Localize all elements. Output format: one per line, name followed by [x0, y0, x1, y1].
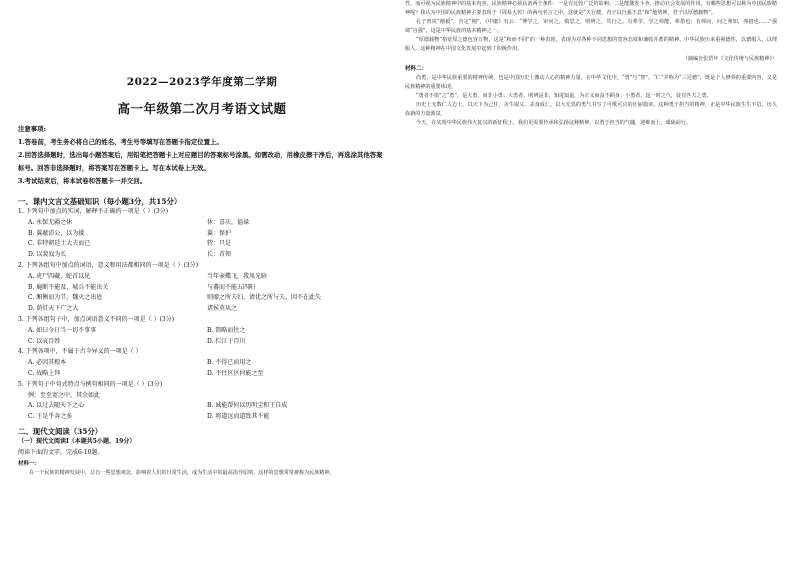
- notes-heading: 注意事项:: [18, 125, 46, 133]
- q5-option: B. 诚能帮何以历明尘和王自成: [207, 402, 288, 410]
- q5-example: 例：至至宽之中，其余如此: [28, 391, 101, 399]
- q2-option: B. 鹿断不能及，城兵不能出关: [28, 283, 109, 291]
- q1-option: A. 永保无疆之休: [28, 218, 73, 226]
- q5-option: C. 于是乎奔之多: [28, 413, 73, 421]
- q4-option: B. 不得已而用之: [207, 359, 252, 367]
- right-column: [405, 0, 777, 562]
- q3-options: [18, 326, 386, 348]
- q5-option: D. 将道远而道致其不能: [207, 413, 270, 421]
- q2-option: 诸侯莫从之: [207, 305, 238, 313]
- passage-paragraph: 孔子曾说“刚毅”，肯定“刚”，《中庸》有云：“博学之，审问之，慎思之，明辨之，笃行之。有弗学，学之弗能，弗措也；有弗问，问之弗知，弗措也……”强调“自强”，这是中华民族的基本精神之一。: [405, 19, 777, 35]
- q2-options: [18, 272, 386, 315]
- q5-options: [18, 401, 386, 423]
- q5-stem: 5. 下列句子中句式特点与例句相同的一项是（ ）(3分): [18, 380, 163, 388]
- section2-sub: （一）现代文阅读Ⅰ（本题共5小题，19分）: [18, 437, 136, 445]
- q1-option: 长：首领: [207, 251, 232, 259]
- material1-label: 材料一：: [18, 460, 41, 467]
- q1-option: B. 翼蔽沛公，以为援: [28, 229, 85, 237]
- section2-instruction: 阅读下面的文字，完成6-10题。: [18, 448, 104, 456]
- q4-option: A. 必因其根本: [28, 359, 67, 367]
- note-3: 3.考试结束后，将本试卷和答题卡一并交回。: [18, 177, 147, 185]
- q1-option: 翼：保护: [207, 229, 232, 237]
- section2-title: 二、现代文阅读（35分）: [18, 426, 103, 436]
- q2-option: D. 荫灯天下广之大: [28, 305, 79, 313]
- q3-option: D. 拦江于百川: [207, 337, 246, 345]
- q1-option: 特：只是: [207, 240, 232, 248]
- passage-paragraph: “厚德载物”指宽厚之德包容万物，这是“和而不同”的一种表现，表现为对各种不同思想的宽容态度和兼收并蓄的精神。中华民族历来重视德性，以德服人，以理服人。这种精神在中国文化发展中起到了积极作用。: [405, 37, 777, 53]
- exam-title: 高一年级第二次月考语文试题: [117, 101, 287, 116]
- passage-intro: 性，而可视为民族精神中的基本内容。民族精神必须具备两个条件：一是有比较广泛的影响；二是能激发斗争、推动社会发展的作用。有哪些思想可以称为中国民族精神呢？我认为中国的民族精神主要表现于《周易大传》的两句名言之中，这就是“天行健，君子以自强不息”和“地势坤，君子以厚德载物”。: [405, 1, 777, 17]
- q2-stem: 2. 下列各组句中加点的词语，意义和用法都相同的一项是（ ）(3分): [18, 261, 199, 269]
- q2-option: 则廖之所夫妇，请优之所与夫，因不在此失: [207, 294, 322, 302]
- header-spacer: [18, 0, 386, 74]
- q3-option: A. 如曰今日当一切不事事: [28, 326, 97, 334]
- passage-paragraph: 今天，在实现中华民族伟大复兴的新征程上，我们更需要传承和弘扬这种精神，以勇于担当的气魄，迎难而上，砥砺前行。: [416, 120, 692, 127]
- q1-stem: 1. 下列句中加点的实词，解释不正确的一项是（ ）(3分): [18, 208, 169, 215]
- q4-options: [18, 358, 386, 380]
- q4-option: D. 不往区区何能之至: [207, 369, 264, 377]
- q2-option: 与蕃而不能五四阳: [207, 283, 256, 291]
- q4-stem: 4. 下列各项中，不属于古今异义的一项是（ ）: [18, 348, 142, 356]
- left-column: [18, 0, 386, 562]
- passage-paragraph: “勇者不惧”之“勇”，是大勇，而非小勇；大勇者，明辨是非、知进知退，为正义而奋不顾身；小勇者，逞一时之气，徒有匹夫之勇。: [416, 92, 712, 99]
- q2-option: C. 厢衡而为节，魏灭之出恩: [28, 294, 103, 302]
- q3-option: B. 简略而往之: [207, 326, 246, 334]
- q2-option: A. 虎尸四藏，蛇首以见: [28, 272, 91, 280]
- q4-option: C. 故略上拜: [28, 369, 61, 377]
- passage-paragraph: 尚勇，是中华民族重要的精神传统，也是中国历史上激动人心的精神力量。在中华文化中，“勇”与“智”、“仁”并称为“三达德”，既是个人修养的重要内容，又是民族精神的重要体现。: [405, 74, 777, 90]
- section1-title: 一、课内文言文基础知识（每小题3分，共15分）: [18, 197, 182, 206]
- exam-year-title: 2022—2023学年度第二学期: [126, 76, 278, 88]
- material2-label: 材料二：: [405, 65, 428, 72]
- q1-option: D. 以裴寂为长: [28, 251, 67, 259]
- note-2: 2.回答选择题时，选出每小题答案后，用铅笔把答题卡上对应题目的答案标号涂黑。如需改动，用橡皮擦干净后，再选涂其他答案标号。回答非选择题时，将答案写在答题卡上。写在本试卷上无效。: [18, 151, 383, 172]
- note-1: 1.答卷前，考生务必将自己的姓名、考生号等填写在答题卡指定位置上。: [18, 138, 223, 146]
- q5-option: A. 以过去随天下之心: [28, 402, 85, 410]
- material1-paragraph: 在一个民族的精神发展中，总有一些思想观念，影响着人们的日常生活，成为生活中的最高指导原则。这样的思想常常被称为民族精神。: [29, 469, 335, 476]
- q2-option: 当年壶蝶飞，我凤光暗: [207, 272, 268, 280]
- q1-options: [18, 218, 386, 261]
- passage-citation: （摘编自张岱年《文化传统与民族精神》）: [682, 55, 777, 62]
- q1-option: 休：喜庆，福禄: [207, 218, 250, 226]
- q3-option: C. 以哀百姓: [28, 337, 61, 345]
- passage-paragraph: 历史上无数仁人志士，以天下为己任，舍生取义、杀身成仁，以大无畏的勇气书写了可歌可泣的壮丽篇章。这种勇于担当的精神，正是中华民族生生不息、历久弥新的力量源泉。: [405, 101, 777, 118]
- q3-stem: 3. 下列各组句子中，加点词语意义不同的一项是（ ）(3分): [18, 315, 175, 323]
- q1-option: C. 非特朝廷士大夫而已: [28, 240, 91, 248]
